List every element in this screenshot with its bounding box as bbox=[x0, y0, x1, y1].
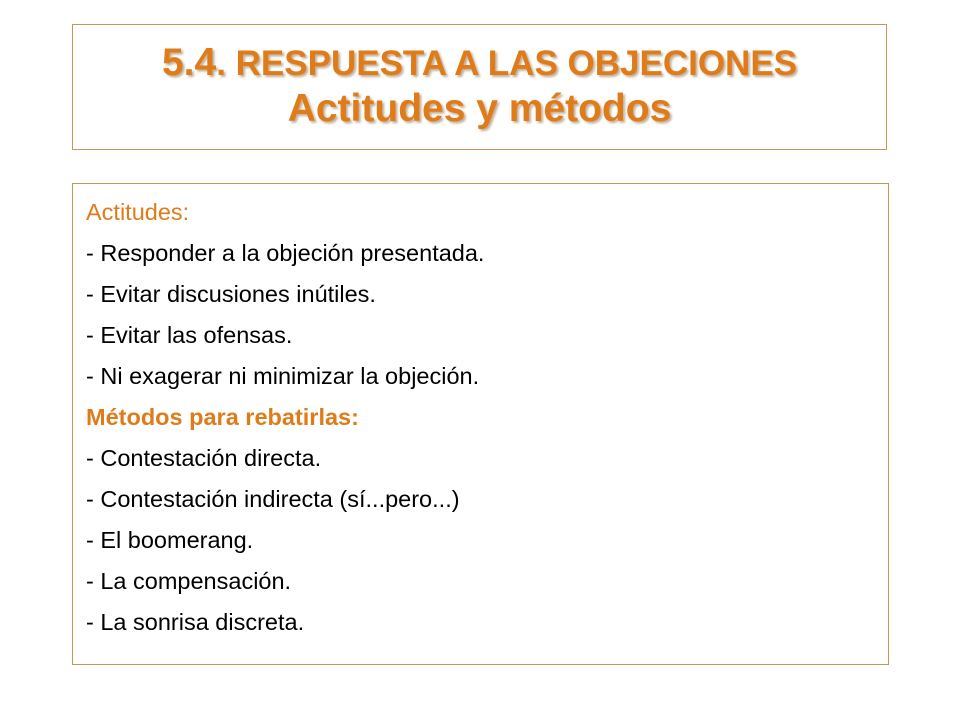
metodos-item: - La sonrisa discreta. bbox=[86, 609, 305, 635]
metodos-item: - La compensación. bbox=[86, 568, 292, 594]
actitudes-heading-colon: : bbox=[182, 199, 190, 225]
content-box bbox=[72, 183, 889, 665]
title-main-text: . RESPUESTA A LAS OBJECIONES bbox=[216, 44, 798, 83]
title-subtitle: Actitudes y métodos bbox=[287, 87, 672, 130]
actitudes-heading-text: Actitudes bbox=[86, 199, 183, 225]
title-line-1 bbox=[73, 41, 886, 86]
actitudes-item: - Ni exagerar ni minimizar la objeción. bbox=[86, 363, 480, 389]
section-number: 5.4 bbox=[161, 41, 217, 84]
metodos-item: - El boomerang. bbox=[86, 527, 254, 553]
actitudes-item: - Evitar las ofensas. bbox=[86, 322, 293, 348]
actitudes-heading bbox=[86, 192, 888, 233]
metodos-item: - Contestación directa. bbox=[86, 445, 322, 471]
actitudes-item: - Evitar discusiones inútiles. bbox=[86, 281, 376, 307]
title-box bbox=[72, 24, 887, 150]
actitudes-item: - Responder a la objeción presentada. bbox=[86, 240, 485, 266]
metodos-heading: Métodos para rebatirlas: bbox=[86, 404, 359, 430]
metodos-item: - Contestación indirecta (sí...pero...) bbox=[86, 486, 460, 512]
